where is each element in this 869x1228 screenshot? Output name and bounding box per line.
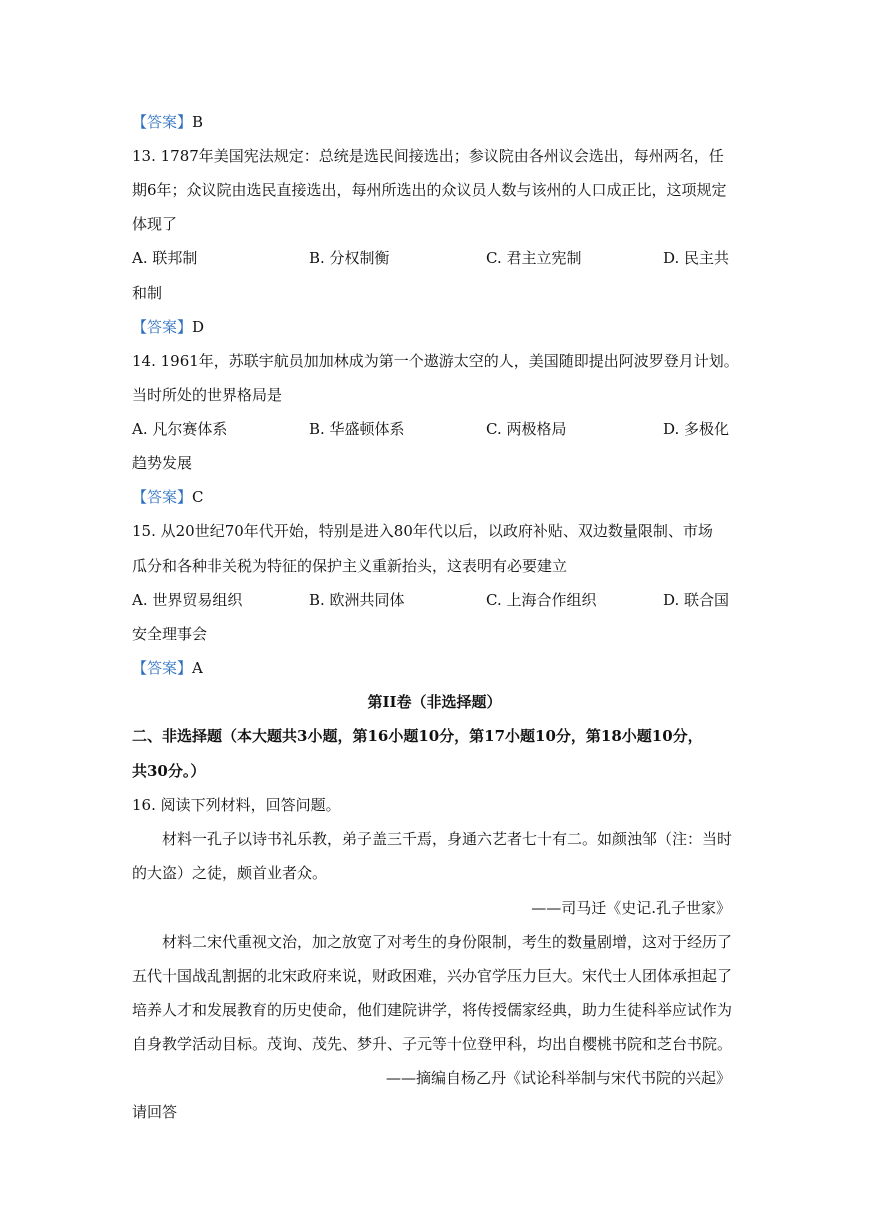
answer-tag: 【答案】 — [132, 113, 193, 131]
q15-option-a: A. 世界贸易组织 — [132, 591, 243, 609]
q14-option-wrap: 趋势发展 — [132, 454, 193, 472]
q14-option-a: A. 凡尔赛体系 — [132, 420, 228, 438]
q15-stem-line: 瓜分和各种非关税为特征的保护主义重新抬头，这表明有必要建立 — [132, 557, 568, 575]
answer-tag: 【答案】 — [132, 488, 193, 506]
q13-stem-line: 13. 1787年美国宪法规定：总统是选民间接选出；参议院由各州议会选出，每州两名，任 — [132, 147, 724, 165]
q13-option-c: C. 君主立宪制 — [486, 249, 582, 267]
q15-option-c: C. 上海合作组织 — [486, 591, 597, 609]
q14-option-d: D. 多极化 — [663, 420, 730, 438]
q14-stem-line: 当时所处的世界格局是 — [132, 386, 283, 404]
q13-option-d: D. 民主共 — [663, 249, 730, 267]
q13-option-wrap: 和制 — [132, 284, 163, 302]
section-heading: 二、非选择题（本大题共3小题，第16小题10分，第17小题10分，第18小题10分， — [132, 727, 703, 745]
material-two-source: ——摘编自杨乙丹《试论科举制与宋代书院的兴起》 — [385, 1069, 731, 1087]
q15-option-d: D. 联合国 — [663, 591, 730, 609]
answer-tag: 【答案】 — [132, 659, 193, 677]
q13-stem-line: 体现了 — [132, 215, 178, 233]
material-two-line: 自身教学活动目标。茂询、茂先、梦升、子元等十位登甲科，均出自樱桃书院和芝台书院。 — [132, 1035, 733, 1053]
answer-value: D — [192, 318, 205, 336]
q16-prompt: 请回答 — [132, 1103, 178, 1121]
q13-option-a: A. 联邦制 — [132, 249, 198, 267]
answer-value: B — [192, 113, 204, 131]
answer-tag: 【答案】 — [132, 318, 193, 336]
q15-option-wrap: 安全理事会 — [132, 625, 208, 643]
q14-option-b: B. 华盛顿体系 — [309, 420, 405, 438]
q16-intro: 16. 阅读下列材料，回答问题。 — [132, 796, 341, 814]
material-one-line: 材料一孔子以诗书礼乐教，弟子盖三千焉，身通六艺者七十有二。如颜浊邹（注：当时 — [162, 830, 733, 848]
q15-option-b: B. 欧洲共同体 — [309, 591, 405, 609]
q14-stem-line: 14. 1961年，苏联宇航员加加林成为第一个遨游太空的人，美国随即提出阿波罗登月计划。 — [132, 352, 739, 370]
material-one-line: 的大盗）之徒，颇首业者众。 — [132, 864, 328, 882]
section-heading: 共30分。） — [132, 762, 206, 780]
q14-answer — [132, 487, 204, 507]
q14-option-c: C. 两极格局 — [486, 420, 567, 438]
answer-value: C — [192, 488, 204, 506]
section-title: 第II卷（非选择题） — [367, 693, 502, 711]
material-two-line: 培养人才和发展教育的历史使命，他们建院讲学，将传授儒家经典，助力生徒科举应试作为 — [132, 1001, 733, 1019]
material-one-source: ——司马迁《史记.孔子世家》 — [531, 899, 731, 917]
q15-stem-line: 15. 从20世纪70年代开始，特别是进入80年代以后，以政府补贴、双边数量限制、市场 — [132, 522, 713, 540]
q13-option-b: B. 分权制衡 — [309, 249, 390, 267]
material-two-line: 五代十国战乱割据的北宋政府来说，财政困难，兴办官学压力巨大。宋代士人团体承担起了 — [132, 967, 733, 985]
answer-value: A — [192, 659, 203, 677]
q12-answer — [132, 112, 203, 132]
q13-stem-line: 期6年；众议院由选民直接选出，每州所选出的众议员人数与该州的人口成正比，这项规定 — [132, 181, 727, 199]
q15-answer — [132, 658, 203, 678]
material-two-line: 材料二宋代重视文治，加之放宽了对考生的身份限制，考生的数量剧增，这对于经历了 — [162, 933, 733, 951]
q13-answer — [132, 317, 204, 337]
